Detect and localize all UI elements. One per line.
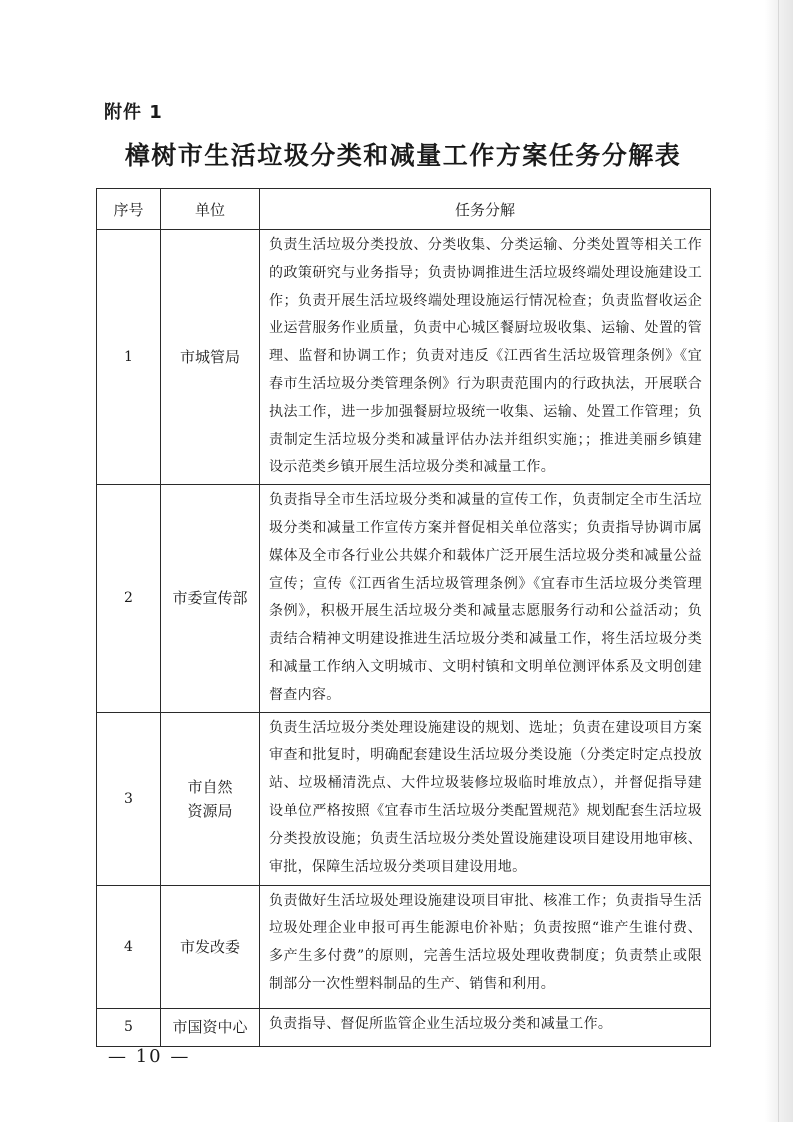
- row-seq: 1: [97, 230, 161, 485]
- row-tasks: 负责做好生活垃圾处理设施建设项目审批、核准工作；负责指导生活垃圾处理企业申报可再生能源电价补贴；负责按照“谁产生谁付费、多产生多付费”的原则，完善生活垃圾处理收费制度；负责禁止或限制部分一次性塑料制品的生产、销售和利用。: [260, 885, 711, 1008]
- header-tasks: 任务分解: [260, 189, 711, 230]
- table-row: [97, 485, 711, 712]
- row-unit: 市城管局: [161, 230, 260, 485]
- row-seq: 5: [97, 1008, 161, 1046]
- row-unit: [161, 712, 260, 885]
- row-unit: 市发改委: [161, 885, 260, 1008]
- row-seq: 2: [97, 485, 161, 712]
- table-row: [97, 885, 711, 1008]
- table-row: [97, 712, 711, 885]
- row-tasks: 负责指导全市生活垃圾分类和减量的宣传工作，负责制定全市生活垃圾分类和减量工作宣传方案并督促相关单位落实；负责指导协调市属媒体及全市各行业公共媒介和载体广泛开展生活垃圾分类和减量公益宣传；宣传《江西省生活垃圾管理条例》《宜春市生活垃圾分类管理条例》，积极开展生活垃圾分类和减量志愿服务行动和公益活动；负责结合精神文明建设推进生活垃圾分类和减量工作，将生活垃圾分类和减量工作纳入文明城市、文明村镇和文明单位测评体系及文明创建督查内容。: [260, 485, 711, 712]
- table-header-row: [97, 189, 711, 230]
- document-title: 樟树市生活垃圾分类和减量工作方案任务分解表: [124, 141, 682, 170]
- page-number: — 10 —: [108, 1046, 191, 1067]
- row-tasks: 负责生活垃圾分类处理设施建设的规划、选址；负责在建设项目方案审查和批复时，明确配套建设生活垃圾分类设施（分类定时定点投放站、垃圾桶清洗点、大件垃圾装修垃圾临时堆放点），并督促指导建设单位严格按照《宜春市生活垃圾分类配置规范》规划配套生活垃圾分类投放设施；负责生活垃圾分类处置设施建设项目建设用地审核、审批，保障生活垃圾分类项目建设用地。: [260, 712, 711, 885]
- task-breakdown-table: [96, 188, 711, 1047]
- row-unit: 市国资中心: [161, 1008, 260, 1046]
- scan-edge-shadow: [765, 0, 793, 1122]
- scan-edge-line: [778, 0, 779, 1122]
- header-seq: 序号: [97, 189, 161, 230]
- row-seq: 3: [97, 712, 161, 885]
- row-unit-line: 市自然: [187, 777, 233, 796]
- header-unit: 单位: [161, 189, 260, 230]
- row-seq: 4: [97, 885, 161, 1008]
- attachment-label: 附件 1: [104, 102, 163, 123]
- row-unit: 市委宣传部: [161, 485, 260, 712]
- row-tasks: 负责生活垃圾分类投放、分类收集、分类运输、分类处置等相关工作的政策研究与业务指导；负责协调推进生活垃圾终端处理设施建设工作；负责开展生活垃圾终端处理设施运行情况检查；负责监督收运企业运营服务作业质量，负责中心城区餐厨垃圾收集、运输、处置的管理、监督和协调工作；负责对违反《江西省生活垃圾管理条例》《宜春市生活垃圾分类管理条例》行为职责范围内的行政执法，开展联合执法工作，进一步加强餐厨垃圾统一收集、运输、处置工作管理；负责制定生活垃圾分类和减量评估办法并组织实施；；推进美丽乡镇建设示范类乡镇开展生活垃圾分类和减量工作。: [260, 230, 711, 485]
- row-unit-line: 资源局: [187, 801, 233, 820]
- row-tasks: 负责指导、督促所监管企业生活垃圾分类和减量工作。: [260, 1008, 711, 1046]
- table-row: [97, 1008, 711, 1046]
- table-row: [97, 230, 711, 485]
